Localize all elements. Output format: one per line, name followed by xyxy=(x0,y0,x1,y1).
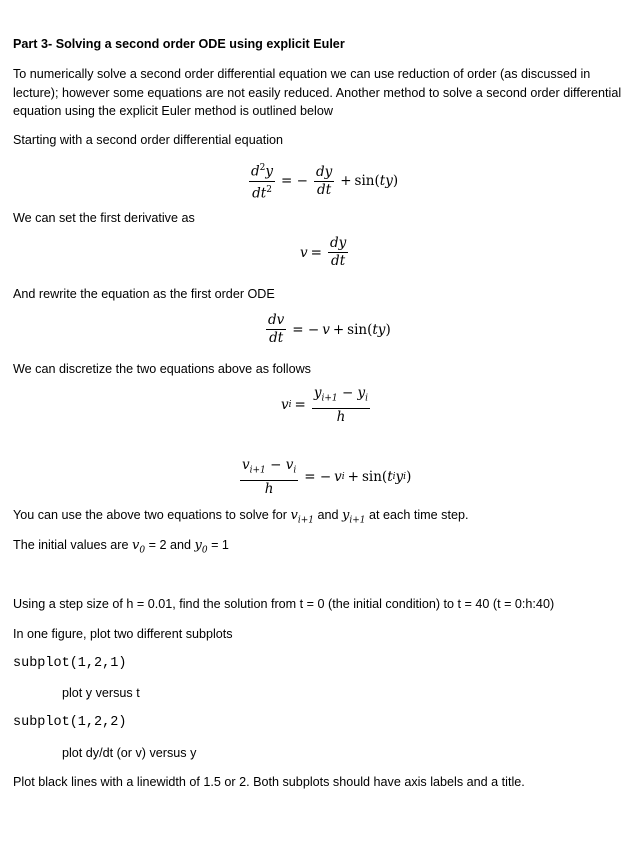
figure-text: In one figure, plot two different subplots xyxy=(13,627,233,641)
subplot2-code: subplot(1,2,2) xyxy=(13,715,127,730)
starting-text: Starting with a second order differential equation xyxy=(13,133,284,147)
plot1-text: plot y versus t xyxy=(62,686,140,700)
first-order-ode-equation: $\frac{dv}{dt}$ = − v + sin( ty ) xyxy=(268,312,391,346)
rewrite-text: And rewrite the equation as the first order ODE xyxy=(13,287,275,301)
step-size-text: Using a step size of h = 0.01, find the solution from t = 0 (the initial condition) to t = 40 (t = 0:h:40) xyxy=(13,597,555,611)
section-heading: Part 3- Solving a second order ODE using explicit Euler xyxy=(13,37,345,51)
second-order-ode-equation: $\frac{d^2y}{dt^2}$ = − $\frac{dy}{dt}$ + sin( ty ) xyxy=(251,163,399,201)
discretized-v-equation: v i = $\frac{y_{i+1} - y_i}{h}$ xyxy=(281,385,369,425)
plot2-text: plot dy/dt (or v) versus y xyxy=(62,746,197,760)
discretized-dv-equation: $\frac{v_{i+1} - v_i}{h}$ = − v i + sin( t i y i ) xyxy=(242,457,412,497)
discretize-text: We can discretize the two equations above as follows xyxy=(13,362,311,376)
intro-paragraph: To numerically solve a second order differential equation we can use reduction of order (as discussed in lecture); however some equations are not easily reduced. Another method to solve a second order differential equation using the explicit Euler method is outlined below xyxy=(13,67,622,118)
first-derivative-equation: v = $\frac{dy}{dt}$ xyxy=(300,235,347,269)
subplot1-code: subplot(1,2,1) xyxy=(13,656,127,671)
set-first-derivative-text: We can set the first derivative as xyxy=(13,211,195,225)
solve-text: You can use the above two equations to solve for $v_{i+1}$ and $y_{i+1}$ at each time step. xyxy=(13,508,469,526)
initial-values-text: The initial values are $v_0 = 2$ and $y_0 = 1$ xyxy=(13,538,229,556)
final-instruction-text: Plot black lines with a linewidth of 1.5 or 2. Both subplots should have axis labels and a title. xyxy=(13,775,525,789)
